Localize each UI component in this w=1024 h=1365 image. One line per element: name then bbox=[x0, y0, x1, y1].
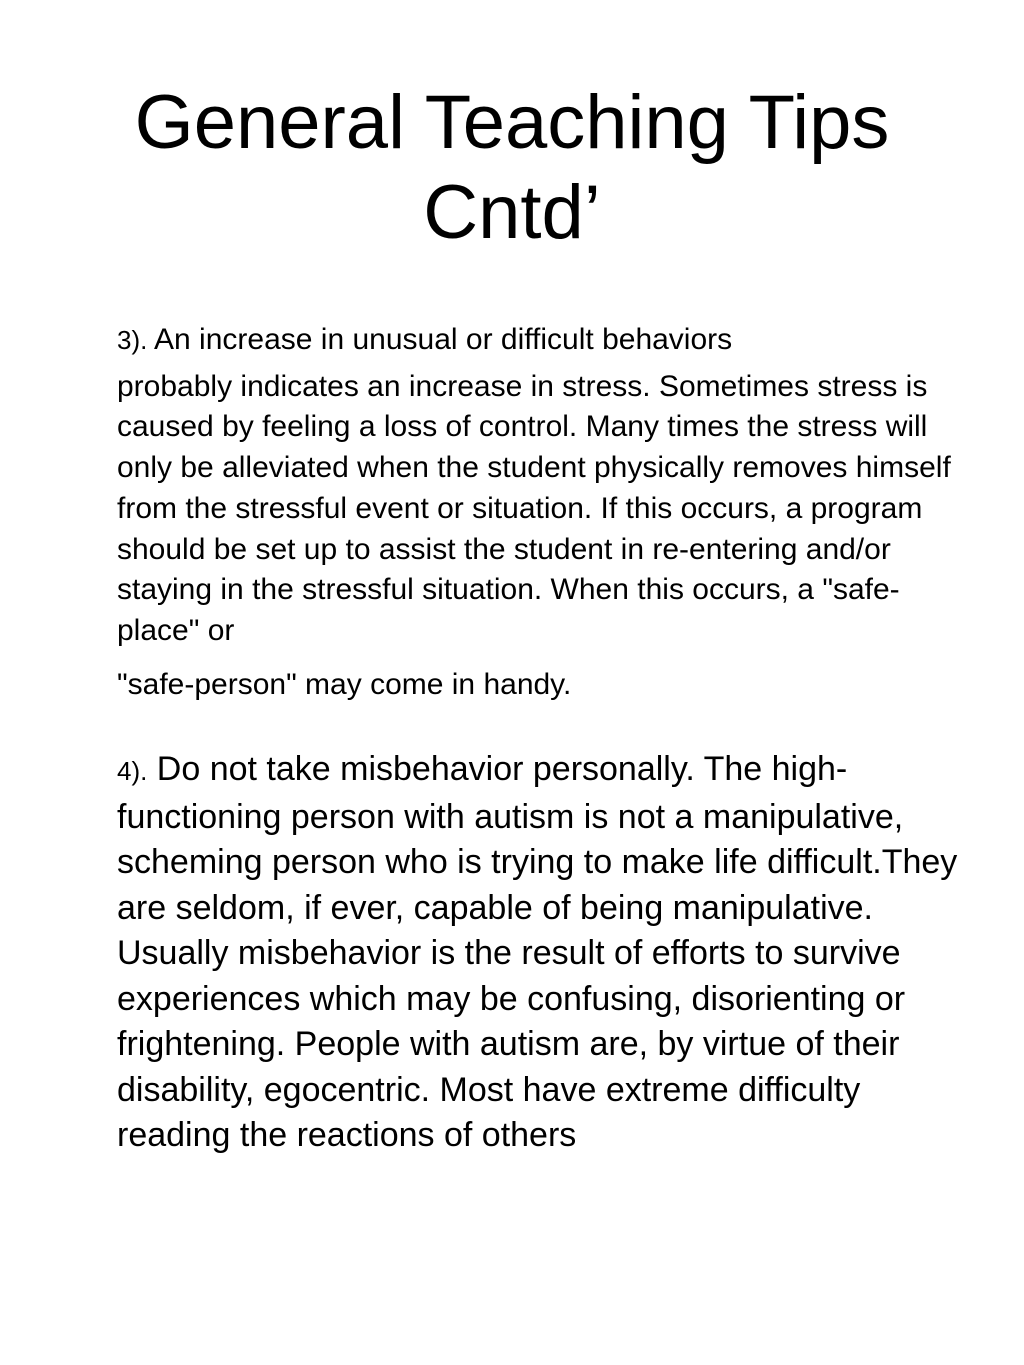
tip-3-last-line: "safe-person" may come in handy. bbox=[117, 667, 572, 701]
tip-3-line1: An increase in unusual or difficult behaviors bbox=[154, 323, 733, 356]
tip-3-body: probably indicates an increase in stress. Sometimes stress is caused by feeling a loss of control. Many times the stress will only be alleviated when the student physically removes himself from the stressful event or situation. If this occurs, a program should be set up to assist the student in re-entering and/or staying in the stressful situation. When this occurs, a "safe-place" or bbox=[117, 369, 951, 647]
tip-4-body: Do not take misbehavior personally. The high-functioning person with autism is not a manipulative, scheming person who is trying to make life difficult.They are seldom, if ever, capable of being manipulative. Usually misbehavior is the result of efforts to survive experiences which may be confusing, disorienting or frightening. People with autism are, by virtue of their disability, egocentric. Most have extreme difficulty reading the reactions of others bbox=[117, 750, 958, 1154]
title-line-2: Cntd’ bbox=[423, 170, 601, 255]
title-line-1: General Teaching Tips bbox=[134, 80, 890, 165]
tip-3-first-line bbox=[117, 320, 977, 361]
tip-4-number: 4). bbox=[117, 756, 148, 786]
tip-3-number: 3). bbox=[117, 325, 148, 355]
tip-4-paragraph bbox=[117, 747, 977, 1159]
tip-3-paragraph bbox=[117, 320, 977, 705]
page-title bbox=[40, 78, 984, 258]
